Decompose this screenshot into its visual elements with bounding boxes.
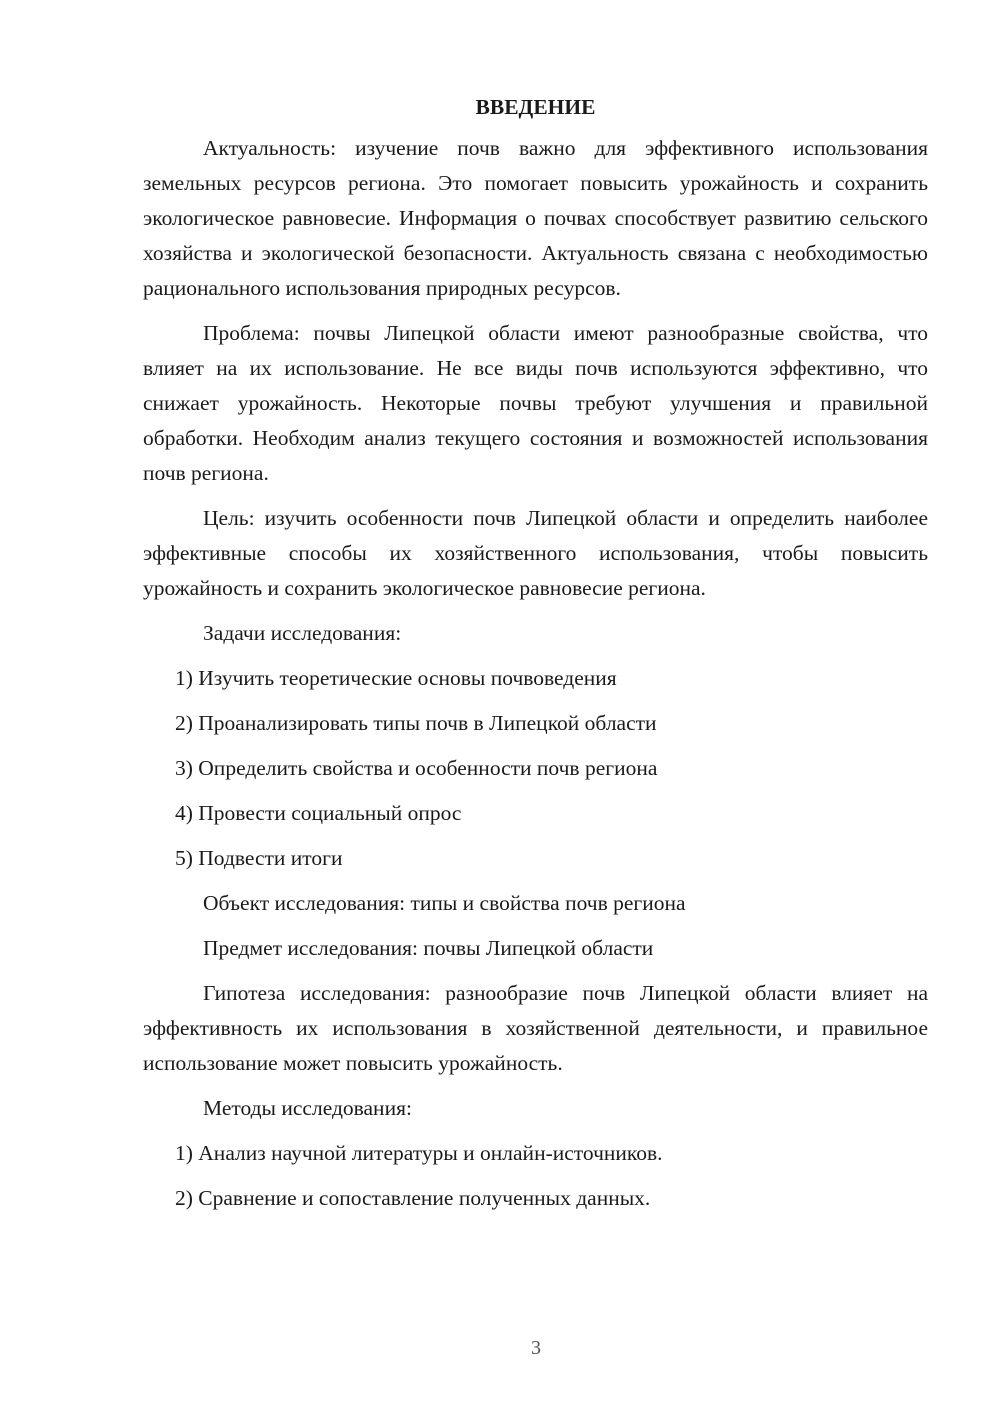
section-title: ВВЕДЕНИЕ	[475, 95, 596, 119]
task-item: 5) Подвести итоги	[175, 846, 343, 870]
method-item: 2) Сравнение и сопоставление полученных данных.	[175, 1186, 651, 1210]
method-item: 1) Анализ научной литературы и онлайн-источников.	[175, 1141, 663, 1165]
methods-heading: Методы исследования:	[203, 1096, 412, 1120]
relevance-paragraph: Актуальность: изучение почв важно для эффективного использования земельных ресурсов региона. Это помогает повысить урожайность и сохранить экологическое равновесие. Информация о почвах способствует развитию сельского хозяйства и экологической безопасности. Актуальность связана с необходимостью рационального использования природных ресурсов.	[143, 136, 928, 300]
tasks-heading: Задачи исследования:	[203, 621, 402, 645]
page-number: 3	[531, 1337, 541, 1359]
document-page	[143, 90, 928, 1226]
research-object: Объект исследования: типы и свойства почв региона	[203, 891, 686, 915]
problem-paragraph: Проблема: почвы Липецкой области имеют разнообразные свойства, что влияет на их использование. Не все виды почв используются эффективно, что снижает урожайность. Некоторые почвы требуют улучшения и правильной обработки. Необходим анализ текущего состояния и возможностей использования почв региона.	[143, 321, 928, 485]
hypothesis-paragraph: Гипотеза исследования: разнообразие почв Липецкой области влияет на эффективность их использования в хозяйственной деятельности, и правильное использование может повысить урожайность.	[143, 981, 928, 1075]
task-item: 3) Определить свойства и особенности почв региона	[175, 756, 658, 780]
task-item: 1) Изучить теоретические основы почвоведения	[175, 666, 617, 690]
research-subject: Предмет исследования: почвы Липецкой области	[203, 936, 654, 960]
task-item: 2) Проанализировать типы почв в Липецкой области	[175, 711, 657, 735]
task-item: 4) Провести социальный опрос	[175, 801, 462, 825]
goal-paragraph: Цель: изучить особенности почв Липецкой области и определить наиболее эффективные способы их хозяйственного использования, чтобы повысить урожайность и сохранить экологическое равновесие региона.	[143, 506, 928, 600]
